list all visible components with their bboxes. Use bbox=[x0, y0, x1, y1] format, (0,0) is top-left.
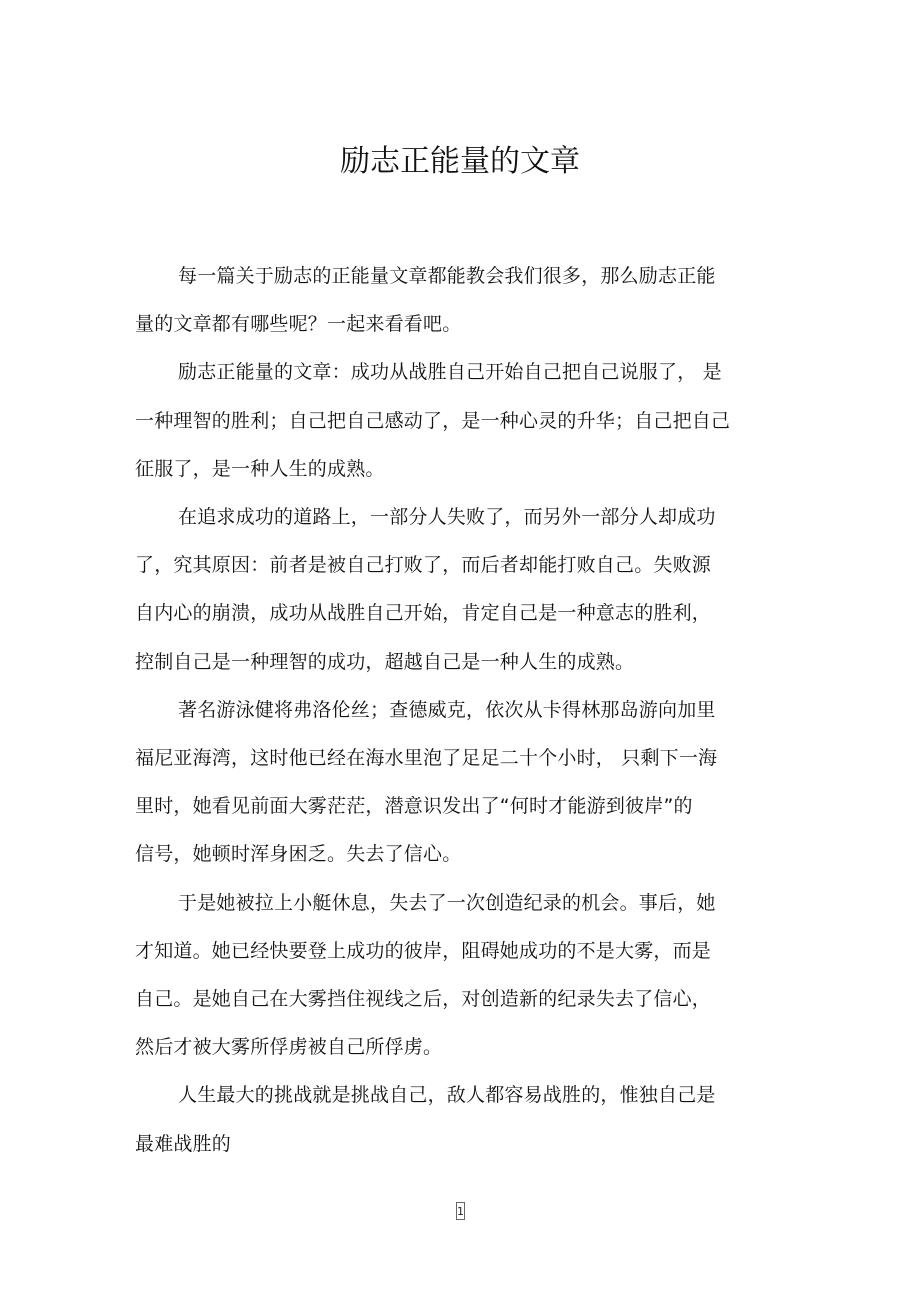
text-line: 最难战胜的 bbox=[135, 1132, 232, 1155]
text-line: 每一篇关于励志的正能量文章都能教会我们很多，那么励志正能 bbox=[178, 265, 716, 287]
text-line: 一种理智的胜利；自己把自己感动了，是一种心灵的升华；自己把自己 bbox=[135, 409, 731, 432]
text-line: 于是她被拉上小艇休息，失去了一次创造纪录的机会。事后，她 bbox=[178, 891, 716, 914]
text-line: 人生最大的挑战就是挑战自己，敌人都容易战胜的，惟独自己是 bbox=[178, 1084, 716, 1107]
paragraph-intro bbox=[135, 252, 716, 348]
document-body bbox=[135, 252, 731, 1168]
text-line: 了，究其原因：前者是被自己打败了，而后者却能打败自己。失败源 bbox=[135, 554, 712, 577]
text-line: 福尼亚海湾，这时他已经在海水里泡了足足二十个小时， 只剩下一海 bbox=[135, 747, 718, 770]
text-line: 励志正能量的文章：成功从战胜自己开始自己把自己说服了， 是 bbox=[178, 361, 722, 384]
text-line: 才知道。她已经快要登上成功的彼岸，阻碍她成功的不是大雾，而是 bbox=[135, 939, 712, 962]
paragraph-greatest-challenge bbox=[135, 1071, 716, 1167]
page-number: 1 bbox=[456, 1202, 465, 1220]
text-line: 控制自己是一种理智的成功，超越自己是一种人生的成熟。 bbox=[135, 650, 635, 673]
paragraph-self-victory bbox=[135, 348, 731, 493]
text-line: 里时，她看见前面大雾茫茫，潜意识发出了“何时才能游到彼岸”的 bbox=[135, 795, 693, 818]
paragraph-path-to-success bbox=[135, 493, 716, 686]
text-line: 信号，她顿时浑身困乏。失去了信心。 bbox=[135, 843, 462, 866]
text-line: 自内心的崩溃，成功从战胜自己开始，肯定自己是一种意志的胜利， bbox=[135, 602, 712, 625]
paragraph-lost-record bbox=[135, 879, 716, 1072]
text-line: 量的文章都有哪些呢？一起来看看吧。 bbox=[135, 313, 462, 336]
text-line: 征服了，是一种人生的成熟。 bbox=[135, 457, 385, 480]
text-line: 在追求成功的道路上，一部分人失败了，而另外一部分人却成功 bbox=[178, 506, 716, 529]
text-line: 然后才被大雾所俘虏被自己所俘虏。 bbox=[135, 1036, 443, 1059]
text-line: 自己。是她自己在大雾挡住视线之后，对创造新的纪录失去了信心， bbox=[135, 988, 712, 1011]
text-line: 著名游泳健将弗洛伦丝；查德威克，依次从卡得林那岛游向加里 bbox=[178, 698, 716, 721]
paragraph-swimmer-story bbox=[135, 686, 718, 879]
document-title: 励志正能量的文章 bbox=[340, 144, 580, 179]
